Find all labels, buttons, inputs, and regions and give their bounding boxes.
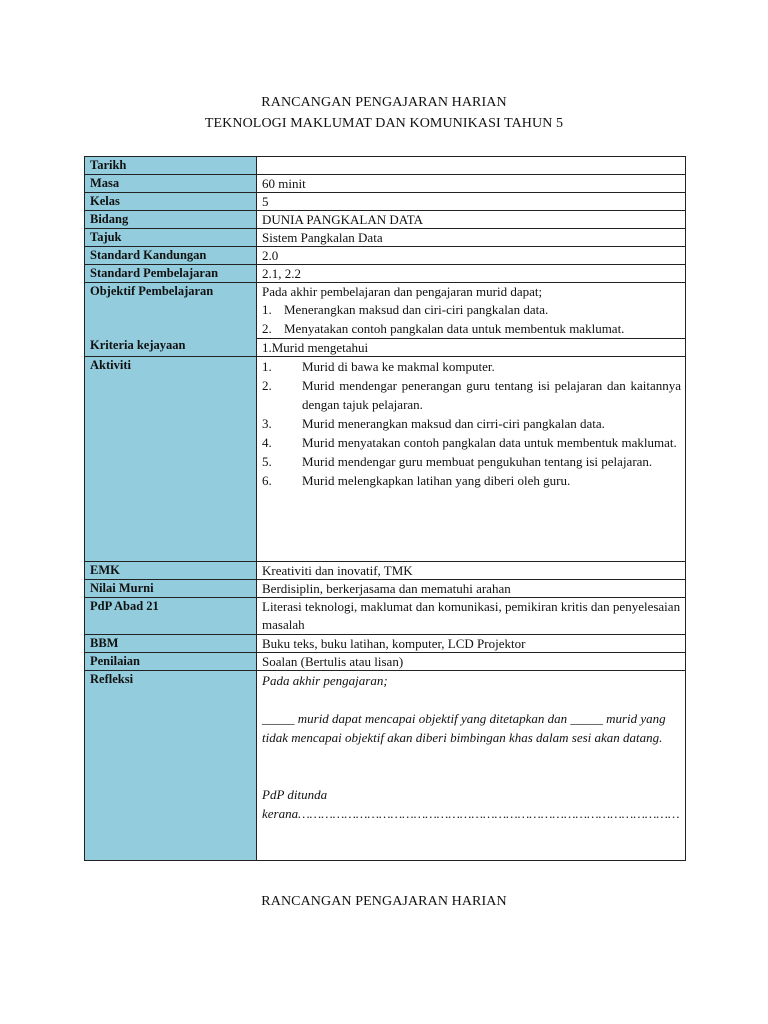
list-item — [262, 357, 681, 376]
value-nilai-murni: Berdisiplin, berkerjasama dan mematuhi arahan — [257, 580, 686, 598]
value-bbm: Buku teks, buku latihan, komputer, LCD Projektor — [257, 635, 686, 653]
list-item-text: Murid mendengar penerangan guru tentang isi pelajaran dan kaitannya dengan tajuk pelajaran. — [302, 378, 681, 412]
objektif-intro: Pada akhir pembelajaran dan pengajaran murid dapat; — [262, 284, 543, 299]
table-row — [85, 598, 686, 635]
list-item-text: Murid menyatakan contoh pangkalan data untuk membentuk maklumat. — [302, 435, 677, 450]
label-kriteria: Kriteria kejayaan — [90, 338, 186, 352]
table-row — [85, 211, 686, 229]
table-row — [85, 562, 686, 580]
label-bbm: BBM — [85, 635, 257, 653]
label-objektif: Objektif Pembelajaran — [90, 284, 214, 298]
value-aktiviti — [257, 357, 686, 562]
label-kelas: Kelas — [85, 193, 257, 211]
list-item — [262, 301, 681, 320]
refleksi-pdp-ditunda: PdP ditunda — [262, 787, 328, 802]
label-standard-pembelajaran: Standard Pembelajaran — [85, 265, 257, 283]
list-item — [262, 414, 681, 433]
table-row — [85, 635, 686, 653]
label-tarikh: Tarikh — [85, 157, 257, 175]
table-row — [85, 357, 686, 562]
list-item — [262, 320, 681, 339]
table-row — [85, 265, 686, 283]
label-tajuk: Tajuk — [85, 229, 257, 247]
objektif-list — [262, 301, 681, 338]
value-refleksi — [257, 671, 686, 861]
list-item-number: 1. — [262, 302, 272, 317]
list-item-number: 3. — [262, 416, 272, 431]
list-item-number: 2. — [262, 378, 272, 393]
table-row — [85, 671, 686, 861]
label-pdp-abad-21: PdP Abad 21 — [85, 598, 257, 635]
table-row — [85, 247, 686, 265]
list-item-number: 2. — [262, 320, 272, 336]
next-page-title: RANCANGAN PENGAJARAN HARIAN — [261, 894, 507, 909]
list-item-number: 4. — [262, 435, 272, 450]
document-subtitle: TEKNOLOGI MAKLUMAT DAN KOMUNIKASI TAHUN 5 — [204, 116, 564, 131]
list-item-text: Murid menerangkan maksud dan cirri-ciri pangkalan data. — [302, 416, 605, 431]
list-item — [262, 452, 681, 471]
label-nilai-murni: Nilai Murni — [85, 580, 257, 598]
refleksi-kerana: kerana……………………………………………………………………………………… — [262, 806, 680, 821]
aktiviti-list — [262, 357, 681, 490]
label-refleksi: Refleksi — [85, 671, 257, 861]
list-item-text: Murid di bawa ke makmal komputer. — [302, 359, 495, 374]
value-kriteria: 1.Murid mengetahui — [257, 338, 685, 356]
table-row — [85, 229, 686, 247]
list-item-text: Murid melengkapkan latihan yang diberi oleh guru. — [302, 473, 571, 488]
label-objektif-kriteria — [85, 283, 257, 357]
label-aktiviti: Aktiviti — [85, 357, 257, 562]
table-row — [85, 653, 686, 671]
list-item-text: Menyatakan contoh pangkalan data untuk membentuk maklumat. — [284, 320, 625, 336]
label-penilaian: Penilaian — [85, 653, 257, 671]
table-row — [85, 580, 686, 598]
value-tarikh — [257, 157, 686, 175]
list-item — [262, 376, 681, 414]
table-row — [85, 157, 686, 175]
refleksi-intro: Pada akhir pengajaran; — [262, 673, 388, 688]
list-item — [262, 471, 681, 490]
value-standard-pembelajaran: 2.1, 2.2 — [257, 265, 686, 283]
value-objektif — [257, 283, 686, 357]
label-emk: EMK — [85, 562, 257, 580]
label-masa: Masa — [85, 175, 257, 193]
table-row — [85, 193, 686, 211]
value-pdp-abad-21: Literasi teknologi, maklumat dan komunikasi, pemikiran kritis dan penyelesaian masalah — [257, 598, 686, 635]
list-item — [262, 433, 681, 452]
value-standard-kandungan: 2.0 — [257, 247, 686, 265]
value-tajuk: Sistem Pangkalan Data — [257, 229, 686, 247]
label-bidang: Bidang — [85, 211, 257, 229]
list-item-number: 5. — [262, 454, 272, 469]
list-item-number: 1. — [262, 359, 272, 374]
table-row — [85, 175, 686, 193]
lesson-plan-table — [84, 156, 686, 861]
table-row — [85, 283, 686, 357]
document-title: RANCANGAN PENGAJARAN HARIAN — [261, 95, 507, 110]
list-item-text: Menerangkan maksud dan ciri-ciri pangkalan data. — [284, 302, 549, 317]
value-kelas: 5 — [257, 193, 686, 211]
list-item-number: 6. — [262, 473, 272, 488]
value-penilaian: Soalan (Bertulis atau lisan) — [257, 653, 686, 671]
refleksi-outcome: _____ murid dapat mencapai objektif yang ditetapkan dan _____ murid yang tidak mencapai objektif akan diberi bimbingan khas dalam sesi akan datang. — [262, 711, 666, 745]
value-masa: 60 minit — [257, 175, 686, 193]
value-bidang: DUNIA PANGKALAN DATA — [257, 211, 686, 229]
label-standard-kandungan: Standard Kandungan — [85, 247, 257, 265]
list-item-text: Murid mendengar guru membuat pengukuhan tentang isi pelajaran. — [302, 454, 653, 469]
value-emk: Kreativiti dan inovatif, TMK — [257, 562, 686, 580]
